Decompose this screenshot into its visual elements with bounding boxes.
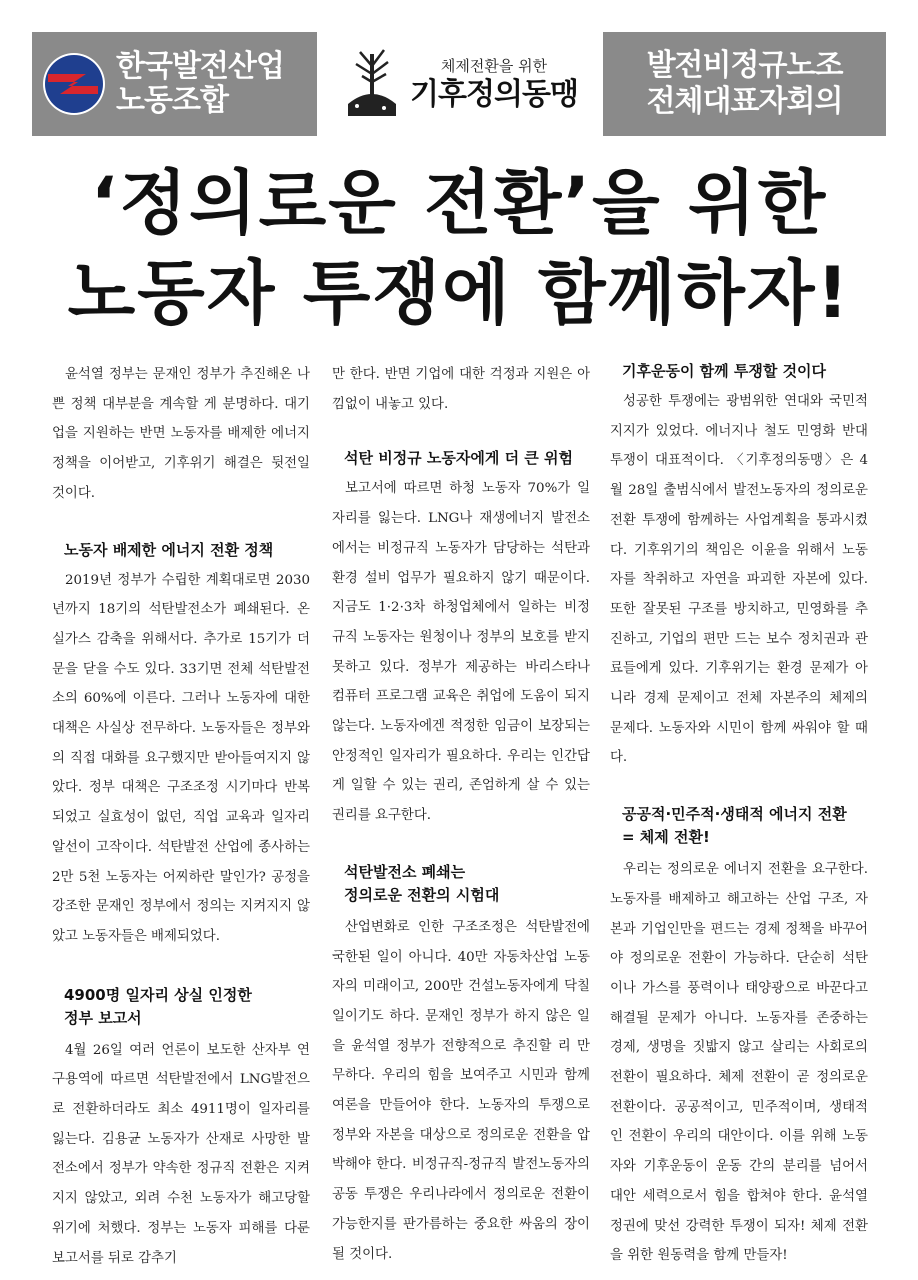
- headline-line2: 노동자 투쟁에 함께하자!: [67, 252, 851, 334]
- alliance-banner: [317, 32, 603, 136]
- section-heading-report-line2: 정부 보고서: [64, 1008, 142, 1027]
- article-column-3: [610, 360, 868, 1271]
- section-heading-report: [52, 984, 310, 1030]
- section-heading-system-change-line2: = 체제 전환!: [622, 828, 710, 847]
- council-name-line2: 전체대표자회의: [646, 84, 843, 119]
- headline-line1: ‘정의로운 전환’을 위한: [90, 162, 828, 244]
- section-heading-test-line2: 정의로운 전환의 시험대: [344, 885, 500, 904]
- alliance-subtitle: 체제전환을 위한: [440, 56, 548, 75]
- article-column-2: [332, 360, 590, 1269]
- section-body-test: 산업변화로 인한 구조조정은 석탄발전에 국한된 일이 아니다. 40만 자동차산업 노동자의 미래이고, 200만 건설노동자에게 닥칠 일이기도 하다. 문재인 정부가 하지 않은 일을 윤석열 정부가 전향적으로 추진할 리 만무하다. 우리의 힘을 보여주고 시민과 함께 여론을 만들어야 한다. 노동자의 투쟁으로 정부와 자본을 대상으로 정의로운 전환을 압박해야 한다. 비정규직-정규직 발전노동자의 공동 투쟁은 우리나라에서 정의로운 전환이 가능한지를 판가름하는 중요한 싸움의 장이 될 것이다.: [332, 919, 590, 1262]
- section-body-exclusion: 2019년 정부가 수립한 계획대로면 2030년까지 18기의 석탄발전소가 폐쇄된다. 온실가스 감축을 위해서다. 추가로 15기가 더 문을 닫을 수도 있다. 33기면 전체 석탄발전소의 60%에 이른다. 그러나 노동자에 대한 대책은 사실상 전무하다. 노동자들은 정부와의 직접 대화를 요구했지만 받아들여지지 않았다. 정부 대책은 구조조정 시기마다 반복되었고 실효성이 없던, 직업 교육과 일자리 알선이 고작이다. 석탄발전 산업에 종사하는 2만 5천 노동자는 어찌하란 말인가? 공정을 강조한 문재인 정부에서 정의는 지켜지지 않았고 노동자들은 배제되었다.: [52, 572, 310, 944]
- council-banner: [603, 32, 886, 136]
- section-heading-report-line1: 4900명 일자리 상실 인정한: [64, 985, 252, 1004]
- intro-paragraph: 윤석열 정부는 문재인 정부가 추진해온 나쁜 정책 대부분을 계속할 게 분명하다. 대기업을 지원하는 반면 노동자를 배제한 에너지 정책을 이어받고, 기후위기 해결은 뒷전일 것이다.: [52, 367, 310, 501]
- council-name: [647, 48, 843, 120]
- union-logo-icon: [42, 52, 106, 116]
- section-heading-test-line1: 석탄발전소 폐쇄는: [344, 862, 466, 881]
- section-heading-irregular-workers: 석탄 비정규 노동자에게 더 큰 위험: [344, 449, 573, 468]
- council-name-line1: 발전비정규노조: [646, 48, 843, 83]
- union-name-line2: 노동조합: [116, 83, 228, 118]
- section-heading-climate-movement: 기후운동이 함께 투쟁할 것이다: [622, 362, 827, 380]
- section-body-irregular-workers: 보고서에 따르면 하청 노동자 70%가 일자리를 잃는다. LNG나 재생에너지 발전소에서는 비정규직 노동자가 담당하는 석탄과 환경 설비 업무가 필요하지 않기 때문이다. 지금도 1·2·3차 하청업체에서 일하는 비정규직 노동자는 원청이나 정부의 보호를 받지 못하고 있다. 정부가 제공하는 바리스타나 컴퓨터 프로그램 교육은 취업에 도움이 되지 않는다. 노동자에겐 적정한 임금이 보장되는 안정적인 일자리가 필요하다. 우리는 인간답게 일할 수 있는 권리, 존엄하게 살 수 있는 권리를 요구한다.: [332, 481, 590, 824]
- alliance-name: 기후정의동맹: [410, 76, 578, 112]
- section-heading-test: [332, 861, 590, 907]
- article-column-1: [52, 360, 310, 1273]
- headline: [20, 158, 898, 338]
- section-heading-system-change: [610, 803, 868, 849]
- section-heading-exclusion: 노동자 배제한 에너지 전환 정책: [64, 540, 274, 559]
- section-body-system-change: 우리는 정의로운 에너지 전환을 요구한다. 노동자를 배제하고 해고하는 산업 구조, 자본과 기업인만을 편드는 경제 정책을 바꾸어야 정의로운 전환이 가능하다. 단순히 석탄이나 가스를 풍력이나 태양광으로 바꾼다고 해결될 문제가 아니다. 노동자를 존중하는 경제, 생명을 짓밟지 않고 살리는 사회로의 전환이 필요하다. 체제 전환이 곧 정의로운 전환이다. 공공적이고, 민주적이며, 생태적인 전환이 우리의 대안이다. 이를 위해 노동자와 기후운동이 운동 간의 분리를 넘어서 대안 세력으로서 힘을 합쳐야 한다. 윤석열 정권에 맞선 강력한 투쟁이 되자! 체제 전환을 위한 원동력을 함께 만들자!: [610, 862, 868, 1264]
- union-banner: [32, 32, 317, 136]
- union-name-line1: 한국발전산업: [116, 49, 284, 84]
- section-body-report-continued: 만 한다. 반면 기업에 대한 걱정과 지원은 아낌없이 내놓고 있다.: [332, 367, 590, 412]
- section-heading-system-change-line1: 공공적·민주적·생태적 에너지 전환: [622, 805, 847, 824]
- section-body-report: 4월 26일 여러 언론이 보도한 산자부 연구용역에 따르면 석탄발전에서 LNG발전으로 전환하더라도 최소 4911명이 일자리를 잃는다. 김용균 노동자가 산재로 사망한 발전소에서 정부가 약속한 정규직 전환은 지켜지지 않았고, 외려 수천 노동자가 해고당할 위기에 처했다. 정부는 노동자 피해를 다룬 보고서를 뒤로 감추기: [52, 1042, 310, 1266]
- section-body-climate-movement: 성공한 투쟁에는 광범위한 연대와 국민적 지지가 있었다. 에너지나 철도 민영화 반대 투쟁이 대표적이다. 〈기후정의동맹〉은 4월 28일 출범식에서 발전노동자의 정의로운 전환 투쟁에 함께하는 사업계획을 통과시켰다. 기후위기의 책임은 이윤을 위해서 노동자를 착취하고 자연을 파괴한 자본에 있다. 또한 잘못된 구조를 방치하고, 민영화를 추진하고, 기업의 편만 드는 보수 정치권과 관료들에게 있다. 기후위기는 환경 문제가 아니라 경제 문제이고 전체 자본주의 체제의 문제다. 노동자와 시민이 함께 싸워야 할 때다.: [610, 394, 868, 766]
- alliance-tree-logo-icon: [342, 44, 402, 124]
- union-name: [116, 50, 284, 118]
